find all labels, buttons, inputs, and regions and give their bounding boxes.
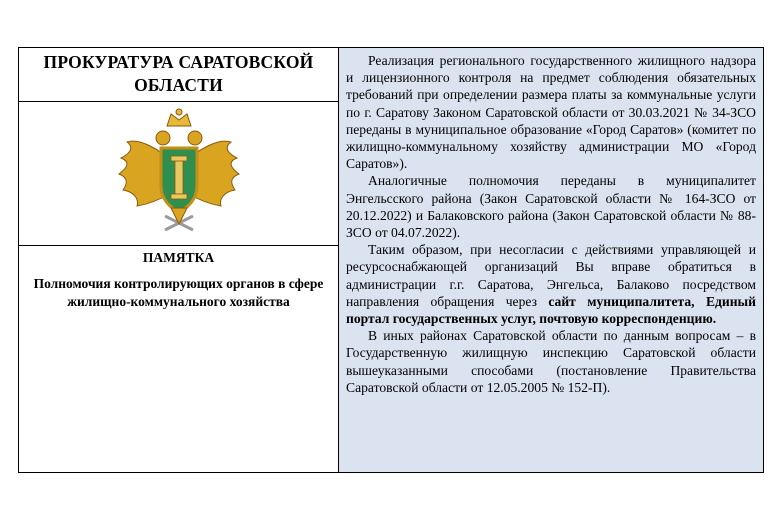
org-title-line2: ОБЛАСТИ [134,75,223,95]
memo-title: ПАМЯТКА [142,250,215,265]
divider [19,245,339,246]
divider [19,101,339,102]
memo-block [25,249,332,311]
paragraph-saratov: Реализация регионального государственного жилищного надзора и лицензионного контроля на предмет соблюдения обязательных требований при определении размера платы за коммунальные услуги по г. Саратову Законом Саратовской области от 30.03.2021 № 34-ЗСО переданы в муниципальное образование «Город Саратов» (комитет по жилищно-коммунальному хозяйству администрации МО «Город Саратов»). [346,53,756,172]
prosecutor-emblem-icon [99,108,259,238]
paragraph-how-to-appeal [346,241,756,327]
org-title [19,51,338,97]
paragraph-other-municipalities: Аналогичные полномочия переданы в муниципалитет Энгельсского района (Закон Саратовской области № 164-ЗСО от 20.12.2022) и Балаковского района (Закон Саратовской области № 88-ЗСО от 04.07.2022). [346,173,756,241]
org-title-line1: ПРОКУРАТУРА САРАТОВСКОЙ [43,52,314,72]
memo-sheet [18,47,764,473]
paragraph-other-districts: В иных районах Саратовской области по данным вопросам – в Государственную жилищную инспекцию Саратовской области вышеуказанными способами (постановление Правительства Саратовской области от 12.05.2005 № 152-П). [346,328,756,395]
info-panel [339,48,763,472]
appeal-channels: сайт муниципалитета, Единый портал государственных услуг, почтовую корреспонденцию. [346,293,756,327]
memo-subtitle: Полномочия контролирующих органов в сфере жилищно-коммунального хозяйства [33,276,324,309]
appeal-text: Таким образом, при несогласии с действиями управляющей и ресурсоснабжающей организаций Вы вправе обратиться в администрации г.г. Саратова, Энгельса, Балаково посредством направления обращения через [346,242,756,309]
